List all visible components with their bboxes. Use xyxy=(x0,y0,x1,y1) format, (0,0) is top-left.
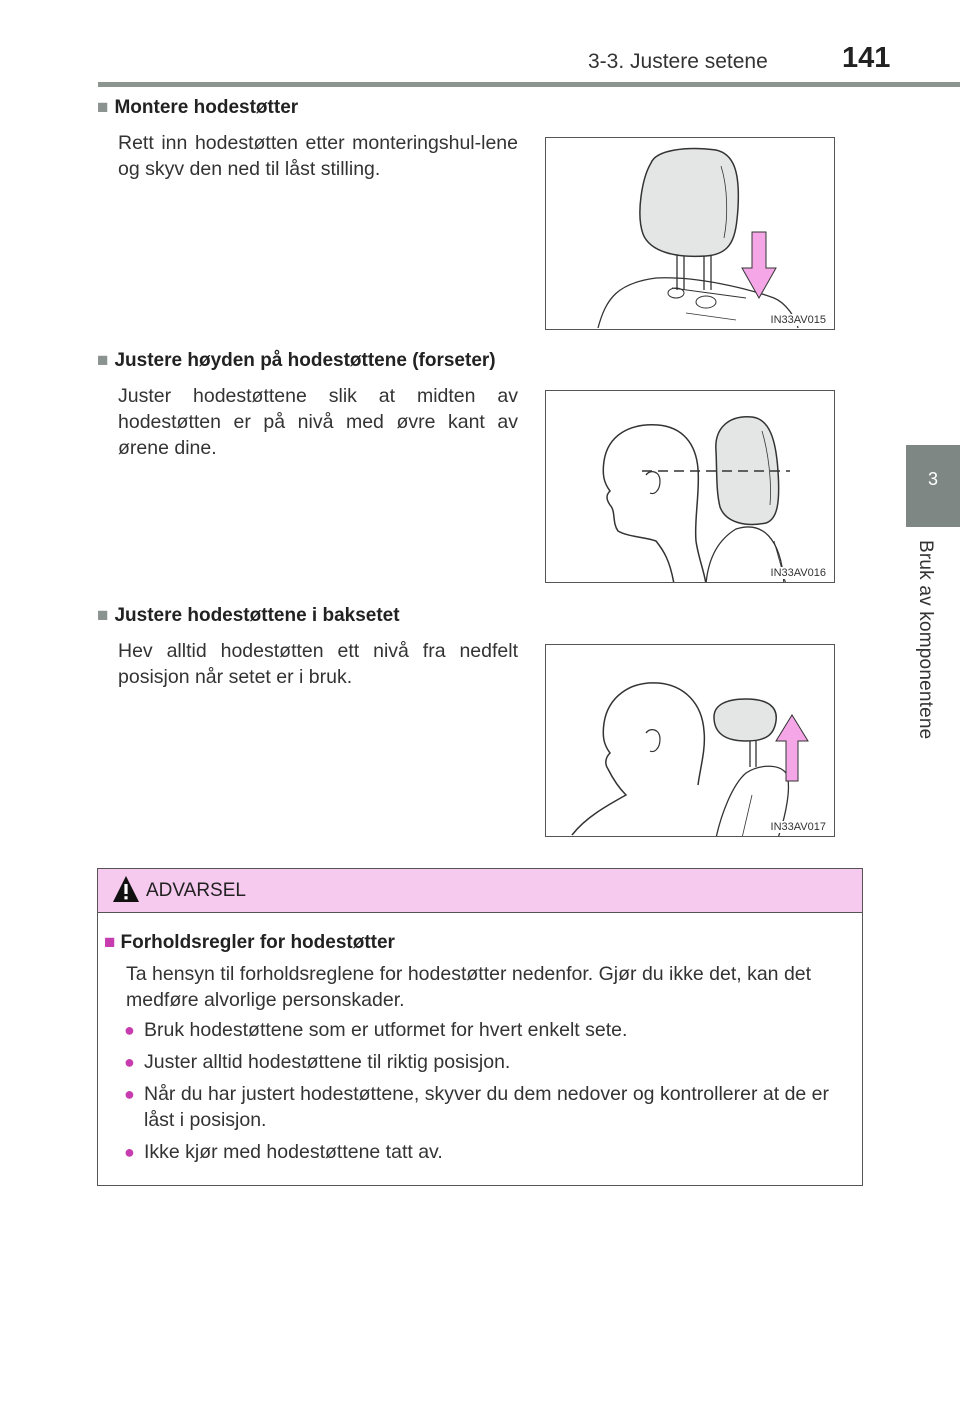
chapter-tab xyxy=(906,445,960,527)
chapter-number: 3 xyxy=(927,469,938,489)
figure-rear-headrest xyxy=(545,644,835,837)
warning-heading xyxy=(104,932,395,954)
list-item-text: Når du har justert hodestøttene, skyver du dem nedover og kontrollerer at de er låst i posisjon. xyxy=(144,1083,830,1131)
chapter-label: Bruk av komponentene xyxy=(915,540,936,740)
warning-intro: Ta hensyn til forholdsreglene for hodestøtter nedenfor. Gjør du ikke det, kan det medføre alvorlige personskader. xyxy=(126,963,812,1011)
list-item-text: Ikke kjør med hodestøttene tatt av. xyxy=(144,1141,443,1163)
warning-box xyxy=(97,868,863,1186)
warning-triangle-icon xyxy=(112,874,140,904)
figure-height-headrest xyxy=(545,390,835,583)
warning-title: ADVARSEL xyxy=(146,880,246,901)
page-number: 141 xyxy=(842,42,891,74)
rear-headrest-illustration xyxy=(546,645,835,837)
header-rule xyxy=(98,82,960,87)
section-text-height: Juster hodestøttene slik at midten av hodestøtten er på nivå med øvre kant av ørene dine. xyxy=(118,385,518,459)
list-item xyxy=(124,1081,854,1133)
list-item xyxy=(124,1049,854,1075)
section-text-rear: Hev alltid hodestøtten ett nivå fra nedfelt posisjon når setet er i bruk. xyxy=(118,640,518,688)
section-heading-rear xyxy=(97,605,400,627)
section-heading-mount xyxy=(97,97,298,119)
round-bullet-icon: ● xyxy=(124,1142,135,1162)
list-item-text: Juster alltid hodestøttene til riktig posisjon. xyxy=(144,1051,511,1073)
section-heading-text: Justere høyden på hodestøttene (forseter) xyxy=(114,350,496,371)
square-bullet-icon: ■ xyxy=(104,932,116,953)
head-height-illustration xyxy=(546,391,835,583)
round-bullet-icon: ● xyxy=(124,1020,135,1040)
figure-mount-headrest xyxy=(545,137,835,330)
list-item xyxy=(124,1017,854,1043)
figure-code: IN33AV016 xyxy=(770,567,826,579)
warning-heading-text: Forholdsregler for hodestøtter xyxy=(120,932,395,953)
square-bullet-icon: ■ xyxy=(97,350,109,371)
section-heading-text: Montere hodestøtter xyxy=(114,97,299,118)
section-heading-height xyxy=(97,350,496,372)
warning-header xyxy=(98,869,862,913)
list-item-text: Bruk hodestøttene som er utformet for hvert enkelt sete. xyxy=(144,1019,628,1041)
figure-code: IN33AV017 xyxy=(770,821,826,833)
section-title: 3-3. Justere setene xyxy=(588,50,768,73)
round-bullet-icon: ● xyxy=(124,1052,135,1072)
square-bullet-icon: ■ xyxy=(97,97,109,118)
section-text-mount: Rett inn hodestøtten etter monteringshul-lene og skyv den ned til låst stilling. xyxy=(118,132,518,180)
warning-list xyxy=(124,1017,854,1171)
section-heading-text: Justere hodestøttene i baksetet xyxy=(114,605,400,626)
round-bullet-icon: ● xyxy=(124,1084,135,1104)
headrest-install-illustration xyxy=(546,138,835,330)
figure-code: IN33AV015 xyxy=(770,314,826,326)
list-item xyxy=(124,1139,854,1165)
square-bullet-icon: ■ xyxy=(97,605,109,626)
